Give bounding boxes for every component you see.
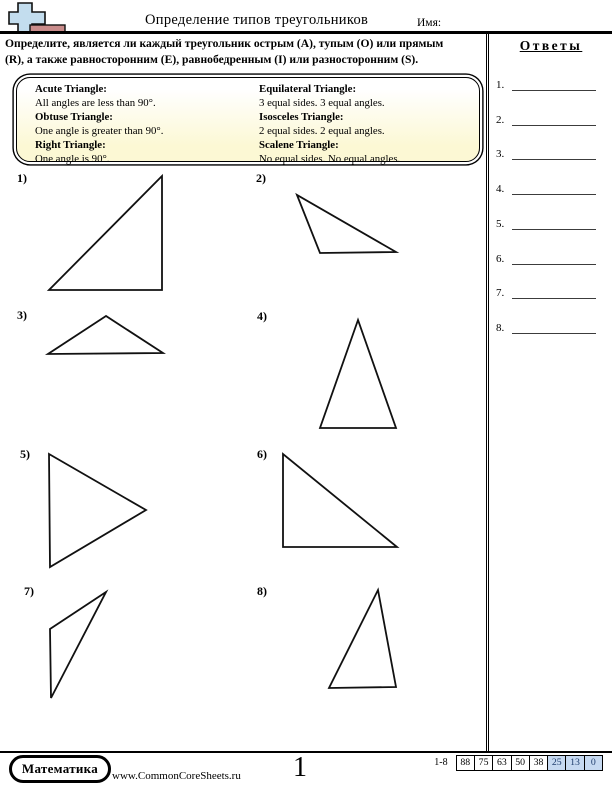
definition-term: Scalene Triangle: <box>259 138 339 151</box>
answer-blank-4[interactable] <box>512 178 596 195</box>
instructions <box>5 36 487 68</box>
page-number: 1 <box>293 752 307 783</box>
definition-term: Isosceles Triangle: <box>259 110 344 123</box>
instructions-line1: Определите, является ли каждый треугольник острым (A), тупым (O) или прямым <box>5 37 444 50</box>
answer-blank-1[interactable] <box>512 74 596 91</box>
answer-number: 1. <box>496 79 505 91</box>
grading-cell-highlighted: 0 <box>584 755 603 771</box>
triangle-figure-7 <box>50 592 106 698</box>
answer-row-5 <box>496 214 596 230</box>
question-number-3: 3) <box>17 308 27 322</box>
grading-cell: 88 <box>456 755 475 771</box>
definition-desc: One angle is 90°. <box>35 152 110 165</box>
answer-number: 4. <box>496 183 505 195</box>
question-number-2: 2) <box>256 171 266 185</box>
answer-row-7 <box>496 283 596 299</box>
triangle-figure-6 <box>283 454 397 547</box>
answer-number: 8. <box>496 322 505 334</box>
triangle-figure-2 <box>297 195 396 253</box>
triangle-figure-3 <box>48 316 163 354</box>
definition-term: Right Triangle: <box>35 138 106 151</box>
sidebar-divider <box>486 33 489 751</box>
answer-blank-7[interactable] <box>512 282 596 299</box>
triangle-figure-5 <box>49 454 146 567</box>
name-blank-line[interactable] <box>0 31 612 34</box>
definition-term: Obtuse Triangle: <box>35 110 113 123</box>
grading-cell-highlighted: 13 <box>565 755 584 771</box>
answer-row-3 <box>496 144 596 160</box>
definition-desc: All angles are less than 90°. <box>35 96 156 109</box>
definition-term: Equilateral Triangle: <box>259 83 357 95</box>
definition-desc: One angle is greater than 90°. <box>35 124 164 137</box>
answer-number: 6. <box>496 253 505 265</box>
definition-desc: 3 equal sides. 3 equal angles. <box>259 96 385 109</box>
plus-eraser-logo-icon <box>7 1 69 35</box>
question-number-6: 6) <box>257 447 267 461</box>
answer-number: 5. <box>496 218 505 230</box>
triangle-figure-8 <box>329 590 396 688</box>
answer-number: 2. <box>496 114 505 126</box>
question-number-5: 5) <box>20 447 30 461</box>
triangle-figure-4 <box>320 320 396 428</box>
answer-blank-8[interactable] <box>512 317 596 334</box>
answer-blank-2[interactable] <box>512 109 596 126</box>
triangle-figure-1 <box>49 176 162 290</box>
grading-cell: 50 <box>511 755 530 771</box>
name-label: Имя: <box>417 17 442 29</box>
grading-cell: 38 <box>529 755 548 771</box>
answer-blank-3[interactable] <box>512 143 596 160</box>
grading-cell: 63 <box>492 755 511 771</box>
definition-desc: No equal sides. No equal angles. <box>259 152 401 165</box>
answer-number: 7. <box>496 287 505 299</box>
grading-range-label: 1-8 <box>434 757 448 769</box>
answer-row-6 <box>496 249 596 265</box>
instructions-line2: (R), а также равносторонним (E), равнобедренным (I) или разносторонним (S). <box>5 53 419 66</box>
answers-title: Ответы <box>519 38 583 53</box>
answer-row-4 <box>496 179 596 195</box>
grading-cell: 75 <box>474 755 493 771</box>
answer-number: 3. <box>496 148 505 160</box>
answer-row-1 <box>496 75 596 91</box>
definition-term: Acute Triangle: <box>35 83 107 95</box>
grading-cell-highlighted: 25 <box>547 755 566 771</box>
answer-row-2 <box>496 110 596 126</box>
answer-row-8 <box>496 318 596 334</box>
definitions-right-column <box>259 83 401 165</box>
definitions-left-column <box>35 83 259 165</box>
page-title: Определение типов треугольников <box>145 12 369 28</box>
answer-blank-6[interactable] <box>512 248 596 265</box>
question-number-4: 4) <box>257 309 267 323</box>
grading-table <box>434 755 603 771</box>
subject-badge: Математика <box>9 755 111 783</box>
question-number-8: 8) <box>257 584 267 598</box>
definition-desc: 2 equal sides. 2 equal angles. <box>259 124 385 137</box>
website-url: www.CommonCoreSheets.ru <box>112 770 241 782</box>
question-number-1: 1) <box>17 171 27 185</box>
answer-blank-5[interactable] <box>512 213 596 230</box>
question-number-7: 7) <box>24 584 34 598</box>
definitions-box <box>16 77 480 165</box>
